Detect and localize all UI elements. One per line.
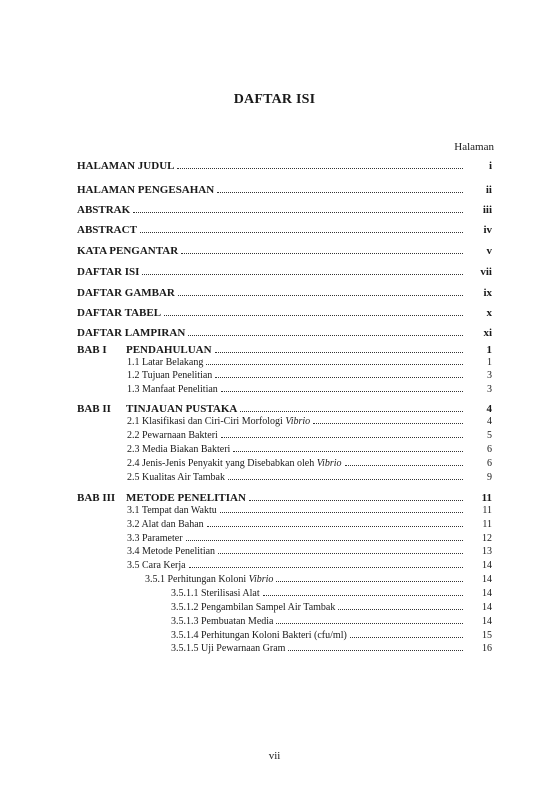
toc-page-number: 16	[482, 643, 492, 654]
toc-chapter-entry	[77, 492, 492, 504]
toc-page-number: 9	[487, 472, 492, 483]
dot-leader	[206, 364, 463, 365]
toc-chapter-entry	[77, 403, 492, 415]
dot-leader	[181, 253, 463, 254]
toc-section-entry	[127, 472, 492, 483]
toc-entry-label	[127, 458, 342, 469]
toc-section-entry	[171, 602, 492, 613]
toc-entry-text: 3.5.1.4 Perhitungan Koloni Bakteri (cfu/ml)	[171, 630, 347, 641]
dot-leader	[345, 465, 463, 466]
toc-entry-text: DAFTAR TABEL	[77, 307, 162, 319]
toc-section-entry	[127, 533, 492, 544]
toc-entry-text: HALAMAN PENGESAHAN	[77, 184, 215, 196]
toc-entry-label	[77, 160, 174, 172]
dot-leader	[276, 623, 463, 624]
toc-entry-label	[127, 560, 186, 571]
toc-entry-label	[127, 430, 218, 441]
toc-entry-label	[77, 184, 214, 196]
toc-section-entry	[171, 643, 492, 654]
toc-main-entry	[77, 287, 492, 299]
toc-entry-text: ABSTRAK	[77, 204, 131, 216]
toc-entry-italic-text: Vibrio	[285, 416, 311, 427]
toc-section-entry	[127, 519, 492, 530]
toc-entry-text: 3.5.1.5 Uji Pewarnaan Gram	[171, 643, 286, 654]
toc-section-entry	[171, 588, 492, 599]
toc-entry-text: 1.3 Manfaat Penelitian	[127, 384, 218, 395]
toc-entry-label	[127, 416, 310, 427]
toc-entry-text: 2.4 Jenis-Jenis Penyakit yang Disebabkan oleh	[127, 458, 317, 469]
toc-entry-text: DAFTAR ISI	[77, 266, 140, 278]
toc-section-entry	[127, 560, 492, 571]
toc-entry-label	[145, 574, 273, 585]
toc-entry-text: 1.2 Tujuan Penelitian	[127, 370, 213, 381]
dot-leader	[288, 650, 463, 651]
dot-leader	[218, 553, 463, 554]
toc-entry-label	[127, 546, 215, 557]
chapter-number: BAB III	[77, 492, 116, 504]
toc-page-number: 5	[487, 430, 492, 441]
toc-main-entry	[77, 245, 492, 257]
toc-section-entry	[127, 416, 492, 427]
page-title: DAFTAR ISI	[233, 92, 316, 107]
toc-entry-text: METODE PENELITIAN	[126, 492, 246, 504]
toc-entry-label	[77, 245, 178, 257]
dot-leader	[215, 352, 463, 353]
toc-page-number: 13	[482, 546, 492, 557]
toc-entry-italic-text: Vibrio	[248, 574, 274, 585]
toc-entry-label	[77, 287, 175, 299]
toc-entry-text: TINJAUAN PUSTAKA	[126, 403, 238, 415]
toc-main-entry	[77, 307, 492, 319]
toc-page-number: vii	[480, 266, 492, 278]
toc-section-entry	[127, 384, 492, 395]
page-column-header: Halaman	[454, 141, 494, 153]
toc-page-number: 14	[482, 560, 492, 571]
toc-section-entry	[127, 444, 492, 455]
toc-section-entry	[127, 458, 492, 469]
toc-page-number: 12	[482, 533, 492, 544]
toc-page-number: 14	[482, 574, 492, 585]
toc-page-number: 11	[481, 492, 492, 504]
dot-leader	[233, 451, 463, 452]
toc-entry-label	[171, 616, 273, 627]
toc-main-entry	[77, 266, 492, 278]
toc-entry-label	[77, 266, 139, 278]
toc-page-number: iii	[482, 204, 492, 216]
toc-entry-text: 2.5 Kualitas Air Tambak	[127, 472, 225, 483]
toc-page-number: 1	[486, 344, 492, 356]
toc-entry-text: HALAMAN JUDUL	[77, 160, 175, 172]
toc-entry-label	[127, 505, 217, 516]
page-number-footer: vii	[268, 750, 281, 762]
dot-leader	[220, 512, 463, 513]
toc-entry-label	[127, 533, 183, 544]
toc-entry-label	[171, 602, 335, 613]
dot-leader	[142, 274, 463, 275]
toc-page-number: 11	[482, 519, 492, 530]
toc-entry-text: 3.5.1.3 Pembuatan Media	[171, 616, 274, 627]
toc-section-entry	[171, 630, 492, 641]
toc-main-entry	[77, 184, 492, 196]
chapter-number: BAB II	[77, 403, 111, 415]
dot-leader	[240, 411, 463, 412]
toc-page-number: v	[486, 245, 492, 257]
toc-entry-text: 3.3 Parameter	[127, 533, 183, 544]
dot-leader	[189, 567, 463, 568]
dot-leader	[217, 192, 463, 193]
toc-entry-label	[127, 370, 212, 381]
toc-page-number: 15	[482, 630, 492, 641]
toc-page-number: 4	[486, 403, 492, 415]
dot-leader	[338, 609, 463, 610]
toc-entry-text: 3.2 Alat dan Bahan	[127, 519, 204, 530]
toc-page-number: 3	[487, 370, 492, 381]
toc-page-number: x	[486, 307, 492, 319]
toc-entry-text: DAFTAR GAMBAR	[77, 287, 175, 299]
dot-leader	[188, 335, 463, 336]
dot-leader	[350, 637, 463, 638]
dot-leader	[207, 526, 463, 527]
toc-page-number: 14	[482, 602, 492, 613]
toc-page-number: 1	[487, 357, 492, 368]
toc-page-number: xi	[483, 327, 492, 339]
toc-section-entry	[171, 616, 492, 627]
dot-leader	[313, 423, 463, 424]
dot-leader	[228, 479, 463, 480]
toc-entry-text: 3.4 Metode Penelitian	[127, 546, 216, 557]
toc-page-number: 14	[482, 588, 492, 599]
toc-page-number: ii	[485, 184, 492, 196]
dot-leader	[249, 500, 463, 501]
dot-leader	[186, 540, 463, 541]
dot-leader	[177, 168, 463, 169]
toc-entry-label	[127, 472, 225, 483]
toc-main-entry	[77, 224, 492, 236]
toc-entry-text: ABSTRACT	[77, 224, 137, 236]
toc-entry-text: KATA PENGANTAR	[77, 245, 179, 257]
dot-leader	[140, 232, 463, 233]
toc-entry-text: 3.5 Cara Kerja	[127, 560, 186, 571]
dot-leader	[178, 295, 463, 296]
toc-page-number: ix	[483, 287, 492, 299]
toc-entry-text: 2.2 Pewarnaan Bakteri	[127, 430, 218, 441]
toc-entry-label	[127, 444, 230, 455]
toc-entry-text: 3.1 Tempat dan Waktu	[127, 505, 217, 516]
toc-section-entry	[127, 546, 492, 557]
toc-page-number: 14	[482, 616, 492, 627]
toc-main-entry	[77, 204, 492, 216]
toc-entry-label	[77, 307, 161, 319]
dot-leader	[215, 377, 463, 378]
toc-chapter-entry	[77, 344, 492, 356]
dot-leader	[276, 581, 463, 582]
toc-entry-label	[77, 403, 237, 415]
toc-entry-label	[77, 344, 212, 356]
toc-page-number: 6	[487, 444, 492, 455]
toc-entry-text: 3.5.1 Perhitungan Koloni	[145, 574, 249, 585]
toc-entry-label	[127, 519, 204, 530]
toc-page-number: 3	[487, 384, 492, 395]
toc-entry-label	[171, 588, 260, 599]
toc-section-entry	[127, 430, 492, 441]
toc-entry-label	[77, 492, 246, 504]
toc-page-number: 4	[487, 416, 492, 427]
toc-entry-label	[77, 204, 130, 216]
toc-entry-label	[171, 630, 347, 641]
toc-section-entry	[145, 574, 492, 585]
toc-entry-label	[127, 357, 203, 368]
toc-section-entry	[127, 370, 492, 381]
toc-main-entry	[77, 327, 492, 339]
toc-page-number: 11	[482, 505, 492, 516]
toc-entry-text: 3.5.1.2 Pengambilan Sampel Air Tambak	[171, 602, 336, 613]
dot-leader	[133, 212, 463, 213]
dot-leader	[263, 595, 463, 596]
toc-entry-label	[171, 643, 285, 654]
toc-main-entry	[77, 160, 492, 172]
toc-page-number: i	[488, 160, 492, 172]
dot-leader	[221, 437, 463, 438]
toc-section-entry	[127, 505, 492, 516]
toc-entry-label	[77, 327, 185, 339]
toc-entry-text: PENDAHULUAN	[126, 344, 212, 356]
toc-page-number: 6	[487, 458, 492, 469]
toc-page-number: iv	[483, 224, 492, 236]
toc-entry-italic-text: Vibrio	[316, 458, 342, 469]
toc-entry-label	[127, 384, 218, 395]
dot-leader	[221, 391, 463, 392]
toc-entry-text: DAFTAR LAMPIRAN	[77, 327, 186, 339]
toc-entry-text: 1.1 Latar Belakang	[127, 357, 204, 368]
toc-entry-text: 2.3 Media Biakan Bakteri	[127, 444, 231, 455]
dot-leader	[164, 315, 463, 316]
toc-entry-text: 2.1 Klasifikasi dan Ciri-Ciri Morfologi	[127, 416, 286, 427]
toc-section-entry	[127, 357, 492, 368]
toc-entry-label	[77, 224, 137, 236]
toc-entry-text: 3.5.1.1 Sterilisasi Alat	[171, 588, 260, 599]
chapter-number: BAB I	[77, 344, 107, 356]
